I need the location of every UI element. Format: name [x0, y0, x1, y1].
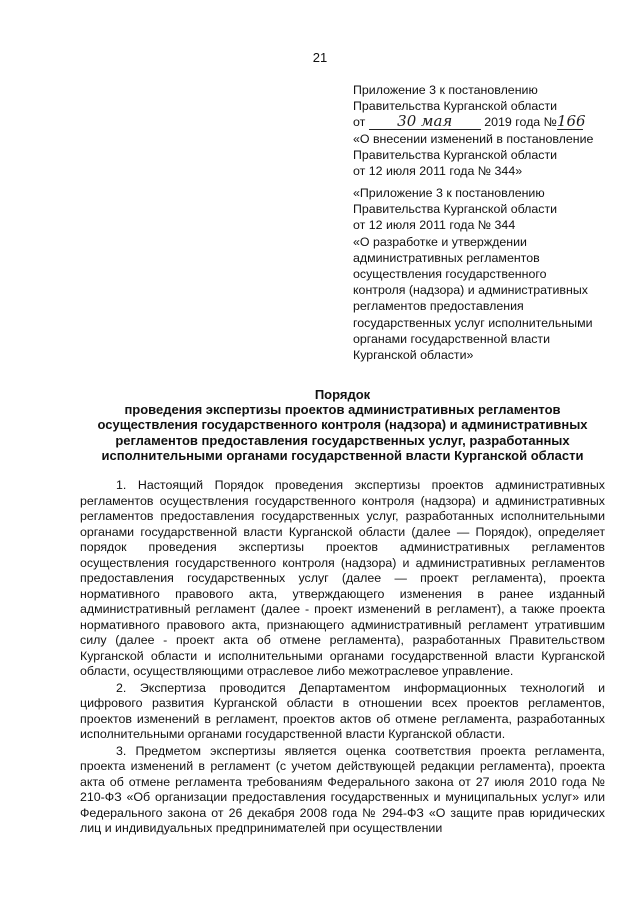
- date-prefix: от: [353, 115, 366, 130]
- date-blank: [369, 112, 481, 131]
- original-appendix-line: контроля (надзора) и административных: [353, 283, 588, 298]
- appendix-header-line: от 12 июля 2011 года № 344»: [353, 164, 523, 179]
- original-appendix-line: «Приложение 3 к постановлению: [353, 186, 545, 200]
- paragraph-3: 3. Предметом экспертизы является оценка соответствия проекта регламента, проекта изменений в регламент (с учетом действующей редакции регламента), проекта акта об отмене регламента требованиям Федерального закона от 27 июля 2010 года № 210-ФЗ «Об организации предоставления государственных и муниципальных услуг» или Федерального закона от 26 декабря 2008 года № 294-ФЗ «О защите прав юридических лиц и индивидуальных предпринимателей при осуществлении: [80, 743, 605, 835]
- original-appendix-line: «О разработке и утверждении: [353, 234, 527, 249]
- resolution-date-line: [353, 114, 623, 130]
- original-appendix-reference: [353, 185, 623, 363]
- title-line: исполнительными органами государственной власти Курганской области: [101, 447, 584, 463]
- document-body: [80, 478, 605, 837]
- original-appendix-line: регламентов предоставления: [353, 299, 524, 314]
- year-text: 2019 года №: [484, 115, 557, 130]
- appendix-header-line: «О внесении изменений в постановление: [353, 131, 594, 146]
- title-line: регламентов предоставления государственных услуг, разработанных: [115, 432, 570, 448]
- title-line: осуществления государственного контроля (надзора) и административных: [97, 417, 588, 433]
- appendix-header: [353, 82, 623, 179]
- handwritten-date: 30 мая: [397, 112, 453, 131]
- appendix-header-line: Правительства Курганской области: [353, 99, 558, 114]
- original-appendix-line: административных регламентов: [353, 250, 540, 265]
- original-appendix-line: осуществления государственного: [353, 267, 547, 282]
- original-appendix-line: Курганской области»: [353, 348, 474, 363]
- appendix-header-line: Приложение 3 к постановлению: [353, 83, 538, 97]
- paragraph-1: 1. Настоящий Порядок проведения экспертизы проектов административных регламентов осуществления государственного контроля (надзора) и административных регламентов предоставления государственных услуг, разработанных исполнительными органами государственной власти Курганской области (далее — Порядок), определяет порядок проведения экспертизы проектов административных регламентов осуществления государственного контроля (надзора) и административных регламентов предоставления государственных услуг (далее — проект регламента), проекта нормативного правового акта, утверждающего изменения в ранее изданный административный регламент (далее - проект изменений в регламент), а также проекта нормативного правового акта, признающего административный регламент утратившим силу (далее - проект акта об отмене регламента), разработанных Правительством Курганской области и исполнительными органами государственной власти Курганской области, осуществляющими отраслевое либо межотраслевое управление.: [80, 478, 605, 678]
- handwritten-number: 166: [556, 112, 586, 131]
- page-number: 21: [312, 50, 328, 65]
- title-heading: Порядок: [314, 387, 371, 402]
- original-appendix-line: Правительства Курганской области: [353, 202, 558, 217]
- original-appendix-line: от 12 июля 2011 года № 344: [353, 218, 516, 233]
- appendix-header-line: Правительства Курганской области: [353, 147, 558, 162]
- original-appendix-line: органами государственной власти: [353, 331, 551, 346]
- document-title: [80, 387, 605, 463]
- title-line: проведения экспертизы проектов административных регламентов: [124, 402, 561, 418]
- original-appendix-line: государственных услуг исполнительными: [353, 315, 593, 330]
- number-blank: [556, 112, 586, 131]
- paragraph-2: 2. Экспертиза проводится Департаментом информационных технологий и цифрового развития Курганской области в отношении всех проектов регламентов, проектов изменений в регламент, проектов актов об отмене регламента, разработанных исполнительными органами государственной власти Курганской области.: [80, 680, 605, 741]
